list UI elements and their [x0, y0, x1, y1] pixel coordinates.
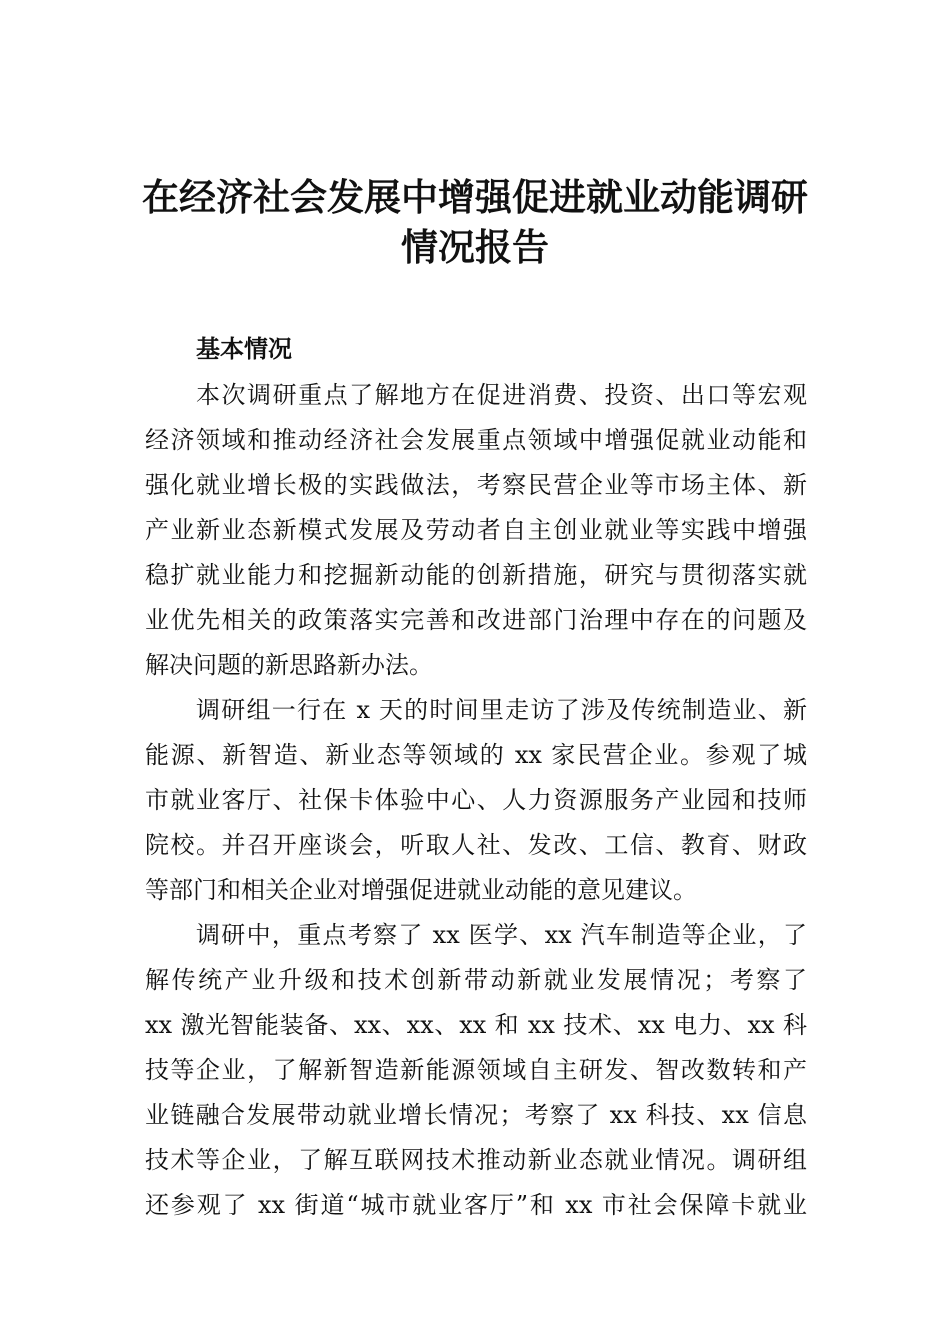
text-line: 技等企业，了解新智造新能源领域自主研发、智改数转和产	[145, 1056, 807, 1084]
text-line: 业链融合发展带动就业增长情况；考察了 xx 科技、xx 信息	[145, 1101, 807, 1129]
document-title-line-2: 情况报告	[401, 225, 549, 269]
text-line: xx 激光智能装备、xx、xx、xx 和 xx 技术、xx 电力、xx 科	[145, 1011, 807, 1039]
text-line: 稳扩就业能力和挖掘新动能的创新措施，研究与贯彻落实就	[145, 561, 807, 589]
text-line: 等部门和相关企业对增强促进就业动能的意见建议。	[145, 876, 697, 904]
text-line: 调研中，重点考察了 xx 医学、xx 汽车制造等企业，了	[196, 921, 807, 949]
text-line: 技术等企业，了解互联网技术推动新业态就业情况。调研组	[145, 1146, 807, 1174]
text-line: 调研组一行在 x 天的时间里走访了涉及传统制造业、新	[196, 696, 807, 724]
text-line: 产业新业态新模式发展及劳动者自主创业就业等实践中增强	[145, 516, 807, 544]
document-body	[145, 373, 807, 1228]
text-line: 市就业客厅、社保卡体验中心、人力资源服务产业园和技师	[145, 786, 807, 814]
text-line: 业优先相关的政策落实完善和改进部门治理中存在的问题及	[145, 606, 807, 634]
text-line: 解传统产业升级和技术创新带动新就业发展情况；考察了	[145, 966, 807, 994]
text-line: 强化就业增长极的实践做法，考察民营企业等市场主体、新	[145, 471, 807, 499]
paragraph	[145, 688, 807, 913]
text-line: 能源、新智造、新业态等领域的 xx 家民营企业。参观了城	[145, 741, 807, 769]
text-line: 院校。并召开座谈会，听取人社、发改、工信、教育、财政	[145, 831, 807, 859]
section-heading: 基本情况	[196, 335, 292, 363]
text-line: 本次调研重点了解地方在促进消费、投资、出口等宏观	[196, 381, 807, 409]
paragraph	[145, 913, 807, 1228]
text-line: 经济领域和推动经济社会发展重点领域中增强促就业动能和	[145, 426, 807, 454]
text-line: 解决问题的新思路新办法。	[145, 651, 433, 679]
text-line: 还参观了 xx 街道“城市就业客厅”和 xx 市社会保障卡就业	[145, 1191, 807, 1219]
document-title-line-1: 在经济社会发展中增强促进就业动能调研	[142, 175, 808, 219]
paragraph	[145, 373, 807, 688]
